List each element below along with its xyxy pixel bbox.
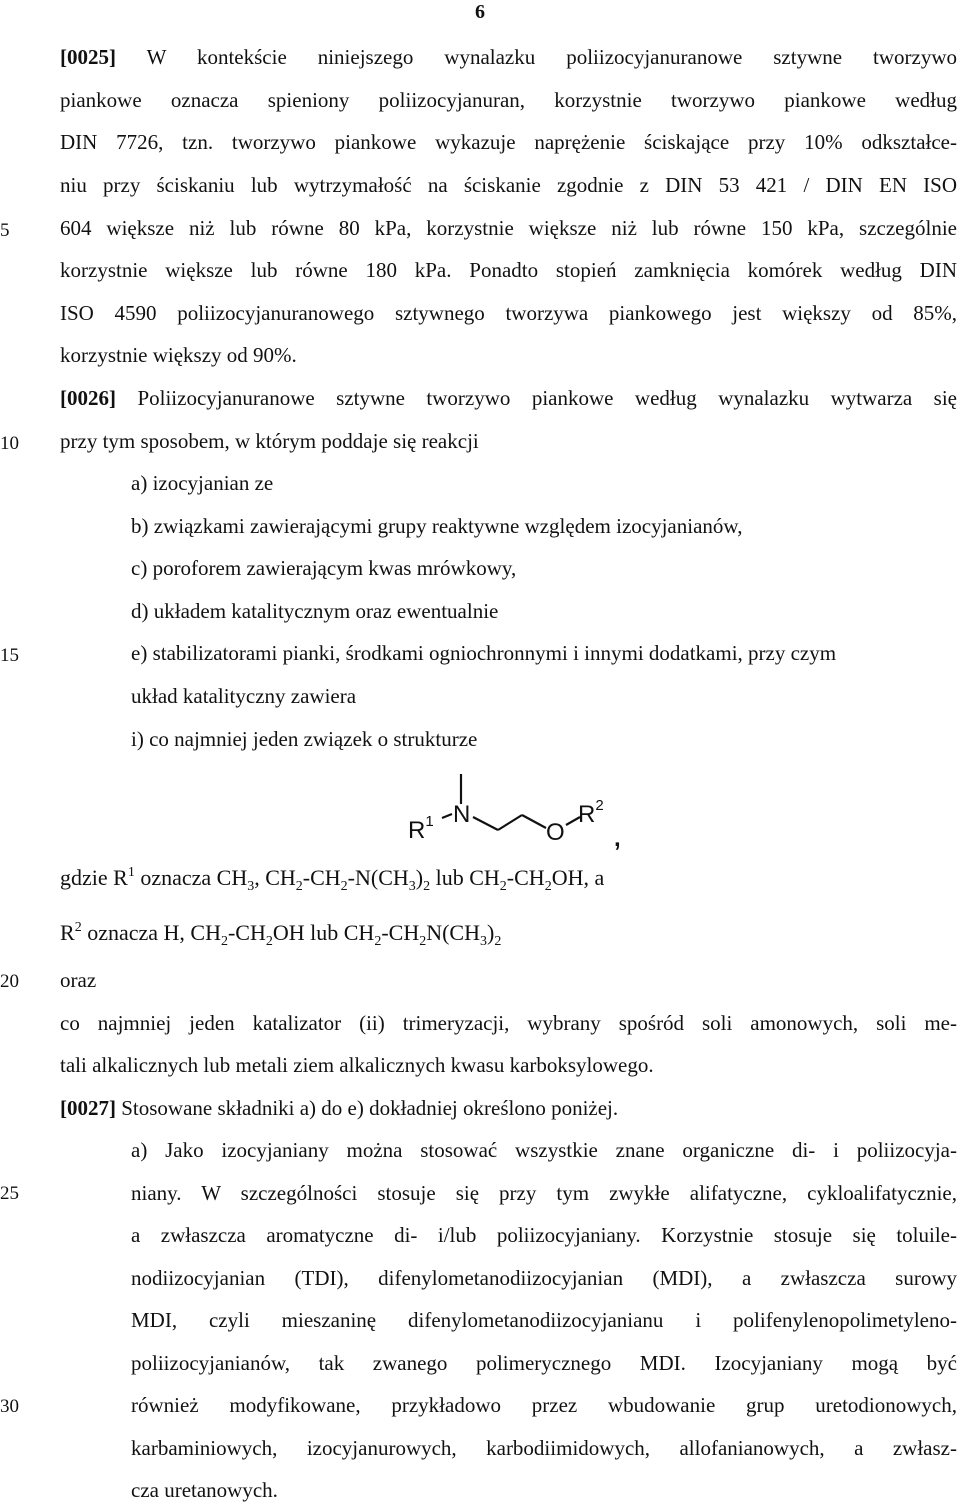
paragraph-tag: [0027] bbox=[60, 1096, 116, 1120]
nitrogen-label: N bbox=[453, 801, 471, 828]
structure-comma: , bbox=[614, 825, 621, 850]
text-line: korzystnie większy od 90%. bbox=[60, 343, 297, 367]
r1-definition: gdzie $R^1$ oznacza $CH_3$, $CH_2-CH_2-N(CH_3)_2$ lub $CH_2-CH_2OH$, a bbox=[60, 865, 605, 894]
text-line: cza uretanowych. bbox=[131, 1478, 278, 1502]
bond-c2-o bbox=[522, 815, 546, 828]
bond-r1-n bbox=[442, 814, 452, 818]
text-line: korzystnie większe lub równe 180 kPa. Ponadto stopień zamknięcia komórek według DIN bbox=[60, 258, 957, 282]
paragraph-tag: [0026] bbox=[60, 386, 116, 410]
line-number-30: 30 bbox=[0, 1396, 19, 1417]
r2-label: $R^2$ bbox=[578, 797, 604, 828]
text-line: MDI, czyli mieszaninę difenylometanodiizocyjanianu i polifenylenopolimetyleno- bbox=[131, 1308, 957, 1332]
text-line: tali alkalicznych lub metali ziem alkalicznych kwasu karboksylowego. bbox=[60, 1053, 654, 1077]
line-number-25: 25 bbox=[0, 1183, 19, 1204]
list-item: d) układem katalitycznym oraz ewentualnie bbox=[131, 599, 499, 623]
list-item: a) izocyjanian ze bbox=[131, 471, 274, 495]
text-line: piankowe oznacza spieniony poliizocyjanuran, korzystnie tworzywo piankowe według bbox=[60, 88, 957, 112]
text-line: niu przy ściskaniu lub wytrzymałość na ściskanie zgodnie z DIN 53 421 / DIN EN ISO bbox=[60, 173, 957, 197]
text-line: nodiizocyjanian (TDI), difenylometanodiizocyjanian (MDI), a zwłaszcza surowy bbox=[131, 1266, 957, 1290]
text-line: [0027] Stosowane składniki a) do e) dokładniej określono poniżej. bbox=[60, 1096, 619, 1120]
line-number-5: 5 bbox=[0, 220, 10, 241]
text-line: co najmniej jeden katalizator (ii) trimeryzacji, wybrany spośród soli amonowych, soli me- bbox=[60, 1011, 957, 1035]
bond-c1-c2 bbox=[498, 815, 522, 830]
text-line: oraz bbox=[60, 968, 97, 992]
list-item: układ katalityczny zawiera bbox=[131, 684, 357, 708]
text-line: DIN 7726, tzn. tworzywo piankowe wykazuje naprężenie ściskające przy 10% odkształce- bbox=[60, 130, 957, 154]
paragraph-tag: [0025] bbox=[60, 45, 116, 69]
list-item: c) poroforem zawierającym kwas mrówkowy, bbox=[131, 556, 517, 580]
text-line: [0026] Poliizocyjanuranowe sztywne tworzywo piankowe według wynalazku wytwarza się bbox=[60, 386, 957, 410]
chemical-structure bbox=[400, 770, 630, 850]
list-item: b) związkami zawierającymi grupy reaktywne względem izocyjanianów, bbox=[131, 514, 743, 538]
text-line: [0025] W kontekście niniejszego wynalazku poliizocyjanuranowe sztywne tworzywo bbox=[60, 45, 957, 69]
list-item: e) stabilizatorami pianki, środkami ogniochronnymi i innymi dodatkami, przy czym bbox=[131, 641, 837, 665]
text-line: 604 większe niż lub równe 80 kPa, korzystnie większe niż lub równe 150 kPa, szczególnie bbox=[60, 216, 957, 240]
line-number-15: 15 bbox=[0, 645, 19, 666]
text-line: niany. W szczególności stosuje się przy tym zwykłe alifatyczne, cykloalifatycznie, bbox=[131, 1181, 957, 1205]
line-number-20: 20 bbox=[0, 971, 19, 992]
text-line: poliizocyjanianów, tak zwanego polimerycznego MDI. Izocyjaniany mogą być bbox=[131, 1351, 957, 1375]
page-number: 6 bbox=[475, 1, 485, 23]
text-line: również modyfikowane, przykładowo przez wbudowanie grup uretodionowych, bbox=[131, 1393, 957, 1417]
text-line: a) Jako izocyjaniany można stosować wszystkie znane organiczne di- i poliizocyja- bbox=[131, 1138, 957, 1162]
bond-n-c1 bbox=[473, 817, 498, 830]
text-line: przy tym sposobem, w którym poddaje się reakcji bbox=[60, 429, 479, 453]
list-item: i) co najmniej jeden związek o strukturze bbox=[131, 727, 478, 751]
r1-label: $R^1$ bbox=[408, 813, 434, 844]
text-line: ISO 4590 poliizocyjanuranowego sztywnego tworzywa piankowego jest większy od 85%, bbox=[60, 301, 957, 325]
oxygen-label: O bbox=[546, 819, 565, 846]
line-number-10: 10 bbox=[0, 433, 19, 454]
text-line: karbaminiowych, izocyjanurowych, karbodiimidowych, allofanianowych, a zwłasz- bbox=[131, 1436, 957, 1460]
text-line: a zwłaszcza aromatyczne di- i/lub poliizocyjaniany. Korzystnie stosuje się toluile- bbox=[131, 1223, 957, 1247]
r2-definition: $R^2$ oznacza H, $CH_2-CH_2OH$ lub $CH_2-CH_2N(CH_3)_2$ bbox=[60, 920, 502, 949]
